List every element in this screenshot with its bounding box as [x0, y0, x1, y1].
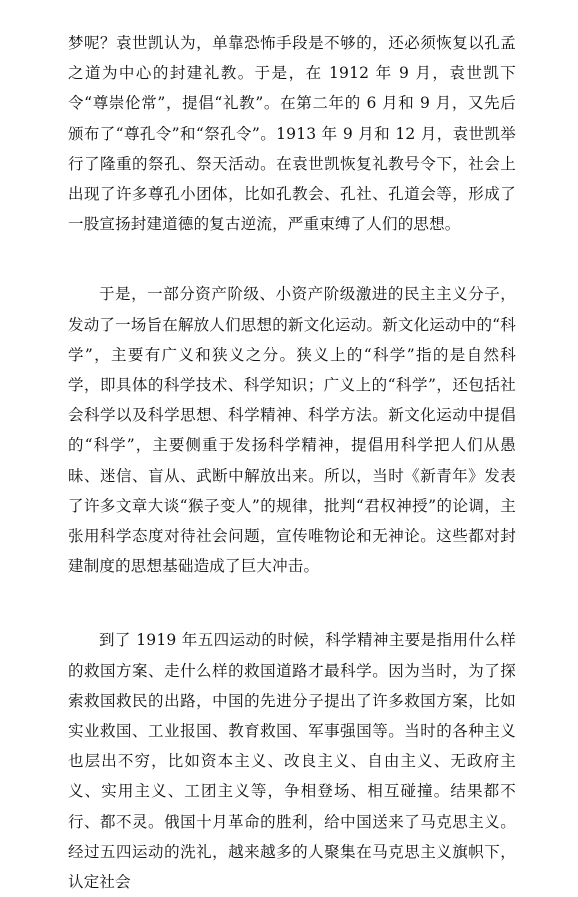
paragraph-2: 于是，一部分资产阶级、小资产阶级激进的民主主义分子，发动了一场旨在解放人们思想的新文化运动。新文化运动中的“科学”，主要有广义和狭义之分。狭义上的“科学”指的是自然科学，即具体的科学技术、科学知识；广义上的“科学”，还包括社会科学以及科学思想、科学精神、科学方法。新文化运动中提倡的“科学”，主要侧重于发扬科学精神，提倡用科学把人们从愚昧、迷信、盲从、武断中解放出来。所以，当时《新青年》发表了许多文章大谈“猴子变人”的规律，批判“君权神授”的论调，主张用科学态度对待社会问题，宣传唯物论和无神论。这些都对封建制度的思想基础造成了巨大冲击。	[68, 285, 516, 576]
paragraph-spacer	[68, 581, 516, 625]
paragraph-3: 到了 1919 年五四运动的时候，科学精神主要是指用什么样的救国方案、走什么样的救国道路才最科学。因为当时，为了探索救国救民的出路，中国的先进分子提出了许多救国方案，比如实业救国、工业报国、教育救国、军事强国等。当时的各种主义也层出不穷，比如资本主义、改良主义、自由主义、无政府主义、实用主义、工团主义等，争相登场、相互碰撞。结果都不行、都不灵。俄国十月革命的胜利，给中国送来了马克思主义。经过五四运动的洗礼，越来越多的人聚集在马克思主义旗帜下，认定社会	[68, 631, 516, 892]
paragraph-spacer	[68, 239, 516, 279]
paragraph-1: 梦呢？袁世凯认为，单靠恐怖手段是不够的，还必须恢复以孔孟之道为中心的封建礼教。于是，在 1912 年 9 月，袁世凯下令“尊崇伦常”，提倡“礼教”。在第二年的 6 月和 9 月，又先后颁布了“尊孔令”和“祭孔令”。1913 年 9 月和 12 月，袁世凯举行了隆重的祭孔、祭天活动。在袁世凯恢复礼教号令下，社会上出现了许多尊孔小团体，比如孔教会、孔社、孔道会等，形成了一股宣扬封建道德的复古逆流，严重束缚了人们的思想。	[68, 34, 516, 234]
